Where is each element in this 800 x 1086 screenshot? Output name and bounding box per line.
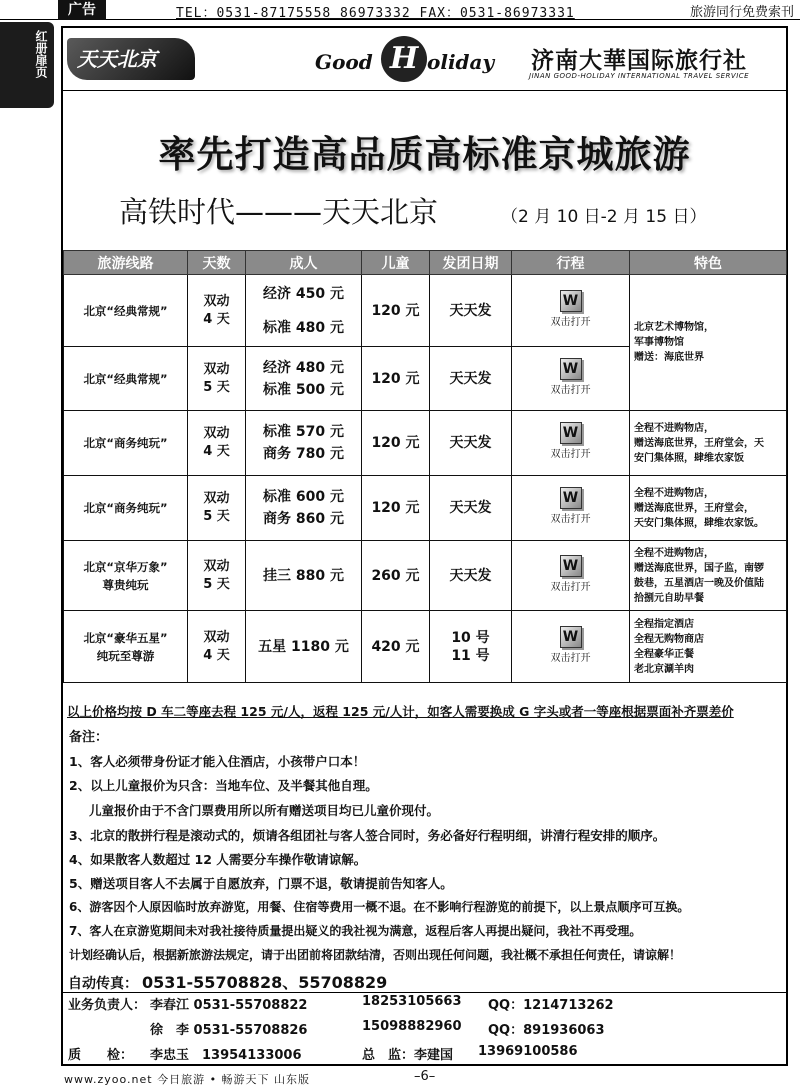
transport: 双动 xyxy=(203,293,230,309)
feature-line: 安门集体照，肆维农家饭 xyxy=(634,452,744,464)
duration: 5 天 xyxy=(203,379,230,395)
contact-mobile: 18253105663 xyxy=(362,994,462,1009)
open-itinerary-label[interactable]: 双击打开 xyxy=(550,514,591,525)
contact-name-phone: 徐 李 0531-55708826 xyxy=(150,1023,308,1038)
contact-qq: QQ：891936063 xyxy=(488,1023,605,1038)
child-price-cell: 120 元 xyxy=(362,347,430,411)
company-name-cn: 济南大華国际旅行社 xyxy=(531,48,747,74)
tiantian-beijing-logo: 天天北京 xyxy=(67,38,195,80)
itinerary-cell[interactable] xyxy=(512,411,630,476)
open-itinerary-label[interactable]: 双击打开 xyxy=(550,449,591,460)
adult-price-cell xyxy=(246,611,362,683)
adult-price-cell xyxy=(246,275,362,347)
child-price-cell: 420 元 xyxy=(362,611,430,683)
note-item: 2、以上儿童报价为只含：当地车位、及半餐其他自理。 xyxy=(69,778,378,793)
transport: 双动 xyxy=(203,491,230,506)
header-route: 旅游线路 xyxy=(64,251,188,275)
days-cell xyxy=(188,541,246,611)
route-cell xyxy=(64,275,188,347)
depart-cell xyxy=(430,411,512,476)
main-headline: 率先打造高品质高标准京城旅游 xyxy=(158,133,691,176)
company-name-en: JINAN GOOD-HOLIDAY INTERNATIONAL TRAVEL SERVICE xyxy=(529,72,750,80)
open-itinerary-label[interactable]: 双击打开 xyxy=(550,652,591,664)
price-tier: 标准 570 元 xyxy=(263,424,344,440)
child-price-cell: 260 元 xyxy=(362,541,430,611)
route-cell xyxy=(64,411,188,476)
word-document-icon[interactable]: W xyxy=(560,626,582,648)
notes-title: 备注： xyxy=(69,730,109,745)
note-item: 4、如果散客人数超过 12 人需要分车操作敬请谅解。 xyxy=(69,852,367,867)
side-tab xyxy=(0,22,54,108)
price-tier: 五星 1180 元 xyxy=(258,638,349,655)
header-features: 特色 xyxy=(630,251,787,275)
contact-director-phone: 13969100586 xyxy=(478,1044,578,1059)
depart-date: 天天发 xyxy=(449,302,492,319)
note-item: 7、客人在京游览期间未对我社接待质量提出疑义的我社视为满意，返程后客人再提出疑问，我社不再受理。 xyxy=(69,924,642,938)
route-name: 北京“经典常规” xyxy=(83,303,168,318)
transport: 双动 xyxy=(203,361,230,377)
note-item: 5、赠送项目客人不去属于自愿放弃，门票不退，敬请提前告知客人。 xyxy=(69,876,453,891)
days-cell xyxy=(188,611,246,683)
header-divider xyxy=(63,90,786,91)
contact-role: 业务负责人： xyxy=(68,998,147,1013)
note-item: 计划经确认后，根据新旅游法规定，请于出团前将团款结清，否则出现任何问题，我社概不承担任何责任，请谅解！ xyxy=(69,948,682,962)
good-holiday-logo-holiday: oliday xyxy=(427,50,495,74)
price-tier: 标准 600 元 xyxy=(263,489,344,505)
duration: 4 天 xyxy=(203,444,230,459)
features-cell xyxy=(630,611,787,683)
transport: 双动 xyxy=(203,426,230,441)
price-tier: 标准 480 元 xyxy=(263,319,344,336)
price-tier: 标准 500 元 xyxy=(263,381,344,398)
open-itinerary-label[interactable]: 双击打开 xyxy=(550,316,591,328)
feature-line: 赠送海底世界，国子监，南锣 xyxy=(634,562,764,574)
good-holiday-logo-good: Good xyxy=(315,50,373,74)
depart-cell xyxy=(430,275,512,347)
table-row xyxy=(64,411,787,476)
depart-date: 天天发 xyxy=(449,500,492,516)
fax-label: 自动传真： xyxy=(68,976,138,992)
contact-row xyxy=(68,1019,783,1037)
word-document-icon[interactable]: W xyxy=(560,555,582,577)
feature-line: 全程无购物商店 xyxy=(634,633,704,645)
feature-line: 军事博物馆 xyxy=(634,337,684,348)
days-cell xyxy=(188,347,246,411)
route-name: 北京“商务纯玩” xyxy=(83,501,168,515)
word-document-icon[interactable]: W xyxy=(560,487,582,509)
route-subname: 尊贵纯玩 xyxy=(102,577,149,592)
table-header-row xyxy=(64,251,787,275)
word-document-icon[interactable]: W xyxy=(560,290,582,312)
price-tier: 经济 480 元 xyxy=(263,359,344,376)
itinerary-cell[interactable] xyxy=(512,541,630,611)
contact-role: 质 检： xyxy=(68,1048,134,1063)
price-tier: 经济 450 元 xyxy=(263,285,344,302)
header-adult: 成人 xyxy=(246,251,362,275)
price-note: 以上价格均按 D 车二等座去程 125 元/人，返程 125 元/人计，如客人需要换成 G 字头或者一等座根据票面补齐票差价 xyxy=(67,704,734,719)
header-child: 儿童 xyxy=(362,251,430,275)
page-number: –6– xyxy=(414,1069,436,1084)
route-name: 北京“豪华五星” xyxy=(83,630,168,645)
feature-line: 全程不进购物店， xyxy=(634,487,714,499)
feature-line: 老北京涮羊肉 xyxy=(634,663,694,675)
depart-date: 天天发 xyxy=(449,370,492,387)
adult-price-cell xyxy=(246,347,362,411)
duration: 4 天 xyxy=(203,647,230,663)
route-cell xyxy=(64,611,188,683)
days-cell xyxy=(188,411,246,476)
itinerary-cell[interactable] xyxy=(512,476,630,541)
depart-date: 10 号 xyxy=(451,629,490,646)
note-item: 3、北京的散拼行程是滚动式的，烦请各组团社与客人签合同时，务必备好行程明细，讲清行程安排的顺序。 xyxy=(69,828,666,843)
depart-cell xyxy=(430,541,512,611)
feature-line: 天安门集体照，肆维农家饭。 xyxy=(634,517,764,529)
side-tab-label: 红册扉页 xyxy=(34,30,48,78)
duration: 4 天 xyxy=(203,311,230,327)
itinerary-cell[interactable] xyxy=(512,611,630,683)
transport: 双动 xyxy=(203,558,230,574)
itinerary-table xyxy=(63,250,787,683)
duration: 5 天 xyxy=(203,509,230,524)
sub-headline: 高铁时代———天天北京 xyxy=(119,195,439,229)
open-itinerary-label[interactable]: 双击打开 xyxy=(550,384,591,396)
depart-cell xyxy=(430,347,512,411)
depart-cell xyxy=(430,611,512,683)
features-cell xyxy=(630,275,787,411)
top-contact-line: TEL：0531-87175558 86973332 FAX：0531-86973331 xyxy=(176,6,575,21)
price-tier: 商务 860 元 xyxy=(263,511,344,527)
index-title: 旅游同行免费索刊 xyxy=(689,5,794,20)
feature-line: 北京艺术博物馆， xyxy=(634,322,714,333)
contact-director: 总 监：李建国 xyxy=(362,1048,454,1063)
top-strip xyxy=(0,0,800,20)
ad-tag: 广告 xyxy=(58,0,106,20)
contact-name-phone: 李春江 0531-55708822 xyxy=(150,998,308,1013)
page-footer xyxy=(64,1068,800,1086)
header-depart-date: 发团日期 xyxy=(430,251,512,275)
itinerary-cell[interactable] xyxy=(512,347,630,411)
route-name: 北京“商务纯玩” xyxy=(83,436,168,450)
word-document-icon[interactable]: W xyxy=(560,358,582,380)
transport: 双动 xyxy=(203,629,230,645)
depart-date: 11 号 xyxy=(451,647,490,664)
table-row xyxy=(64,611,787,683)
route-cell xyxy=(64,347,188,411)
route-name: 北京“经典常规” xyxy=(83,371,168,386)
good-holiday-logo-mark: H xyxy=(381,36,427,82)
header-itinerary: 行程 xyxy=(512,251,630,275)
feature-line: 全程指定酒店 xyxy=(634,618,694,630)
ad-frame xyxy=(61,26,788,1066)
feature-line: 赠送海底世界，王府堂会， xyxy=(634,502,754,514)
features-cell xyxy=(630,476,787,541)
table-row xyxy=(64,541,787,611)
depart-cell xyxy=(430,476,512,541)
note-item: 6、游客因个人原因临时放弃游览，用餐、住宿等费用一概不退。在不影响行程游览的前提下，以上景点顺序可互换。 xyxy=(69,900,690,914)
contact-row xyxy=(68,994,783,1012)
features-cell xyxy=(630,541,787,611)
table-row xyxy=(64,476,787,541)
route-subname: 纯玩至尊游 xyxy=(96,648,155,663)
child-price-cell: 120 元 xyxy=(362,275,430,347)
duration: 5 天 xyxy=(203,576,230,592)
depart-date: 天天发 xyxy=(449,567,492,584)
child-price-cell: 120 元 xyxy=(362,411,430,476)
route-cell xyxy=(64,476,188,541)
feature-line: 赠送海底世界，王府堂会，天 xyxy=(634,437,764,449)
fax-numbers: 0531-55708828、55708829 xyxy=(142,973,388,992)
word-document-icon[interactable]: W xyxy=(560,422,582,444)
price-tier: 商务 780 元 xyxy=(263,446,344,462)
header-days: 天数 xyxy=(188,251,246,275)
contact-name-phone: 李忠玉 13954133006 xyxy=(150,1048,302,1063)
feature-line: 拾捌元自助早餐 xyxy=(634,592,704,604)
date-range: （2 月 10 日-2 月 15 日） xyxy=(501,207,707,227)
depart-date: 天天发 xyxy=(449,435,492,451)
features-cell xyxy=(630,411,787,476)
feature-line: 鼓巷，五星酒店一晚及价值陆 xyxy=(634,577,764,589)
open-itinerary-label[interactable]: 双击打开 xyxy=(550,581,591,593)
feature-line: 赠送：海底世界 xyxy=(634,352,704,363)
contact-row xyxy=(68,1044,783,1062)
days-cell xyxy=(188,476,246,541)
feature-line: 全程不进购物店， xyxy=(634,422,714,434)
route-cell xyxy=(64,541,188,611)
child-price-cell: 120 元 xyxy=(362,476,430,541)
feature-line: 全程不进购物店， xyxy=(634,547,714,559)
days-cell xyxy=(188,275,246,347)
auto-fax-line xyxy=(68,970,387,993)
contact-mobile: 15098882960 xyxy=(362,1019,462,1034)
note-item: 儿童报价由于不含门票费用所以所有赠送项目均已儿童价现付。 xyxy=(89,803,440,818)
adult-price-cell xyxy=(246,476,362,541)
note-item: 1、客人必须带身份证才能入住酒店，小孩带户口本！ xyxy=(69,754,366,769)
price-tier: 挂三 880 元 xyxy=(263,567,344,584)
footer-site: www.zyoo.net 今日旅游 • 畅游天下 山东版 xyxy=(64,1073,311,1086)
itinerary-cell[interactable] xyxy=(512,275,630,347)
adult-price-cell xyxy=(246,541,362,611)
table-row xyxy=(64,275,787,347)
contact-qq: QQ：1214713262 xyxy=(488,998,614,1013)
route-name: 北京“京华万象” xyxy=(83,559,168,574)
adult-price-cell xyxy=(246,411,362,476)
feature-line: 全程豪华正餐 xyxy=(634,648,694,660)
